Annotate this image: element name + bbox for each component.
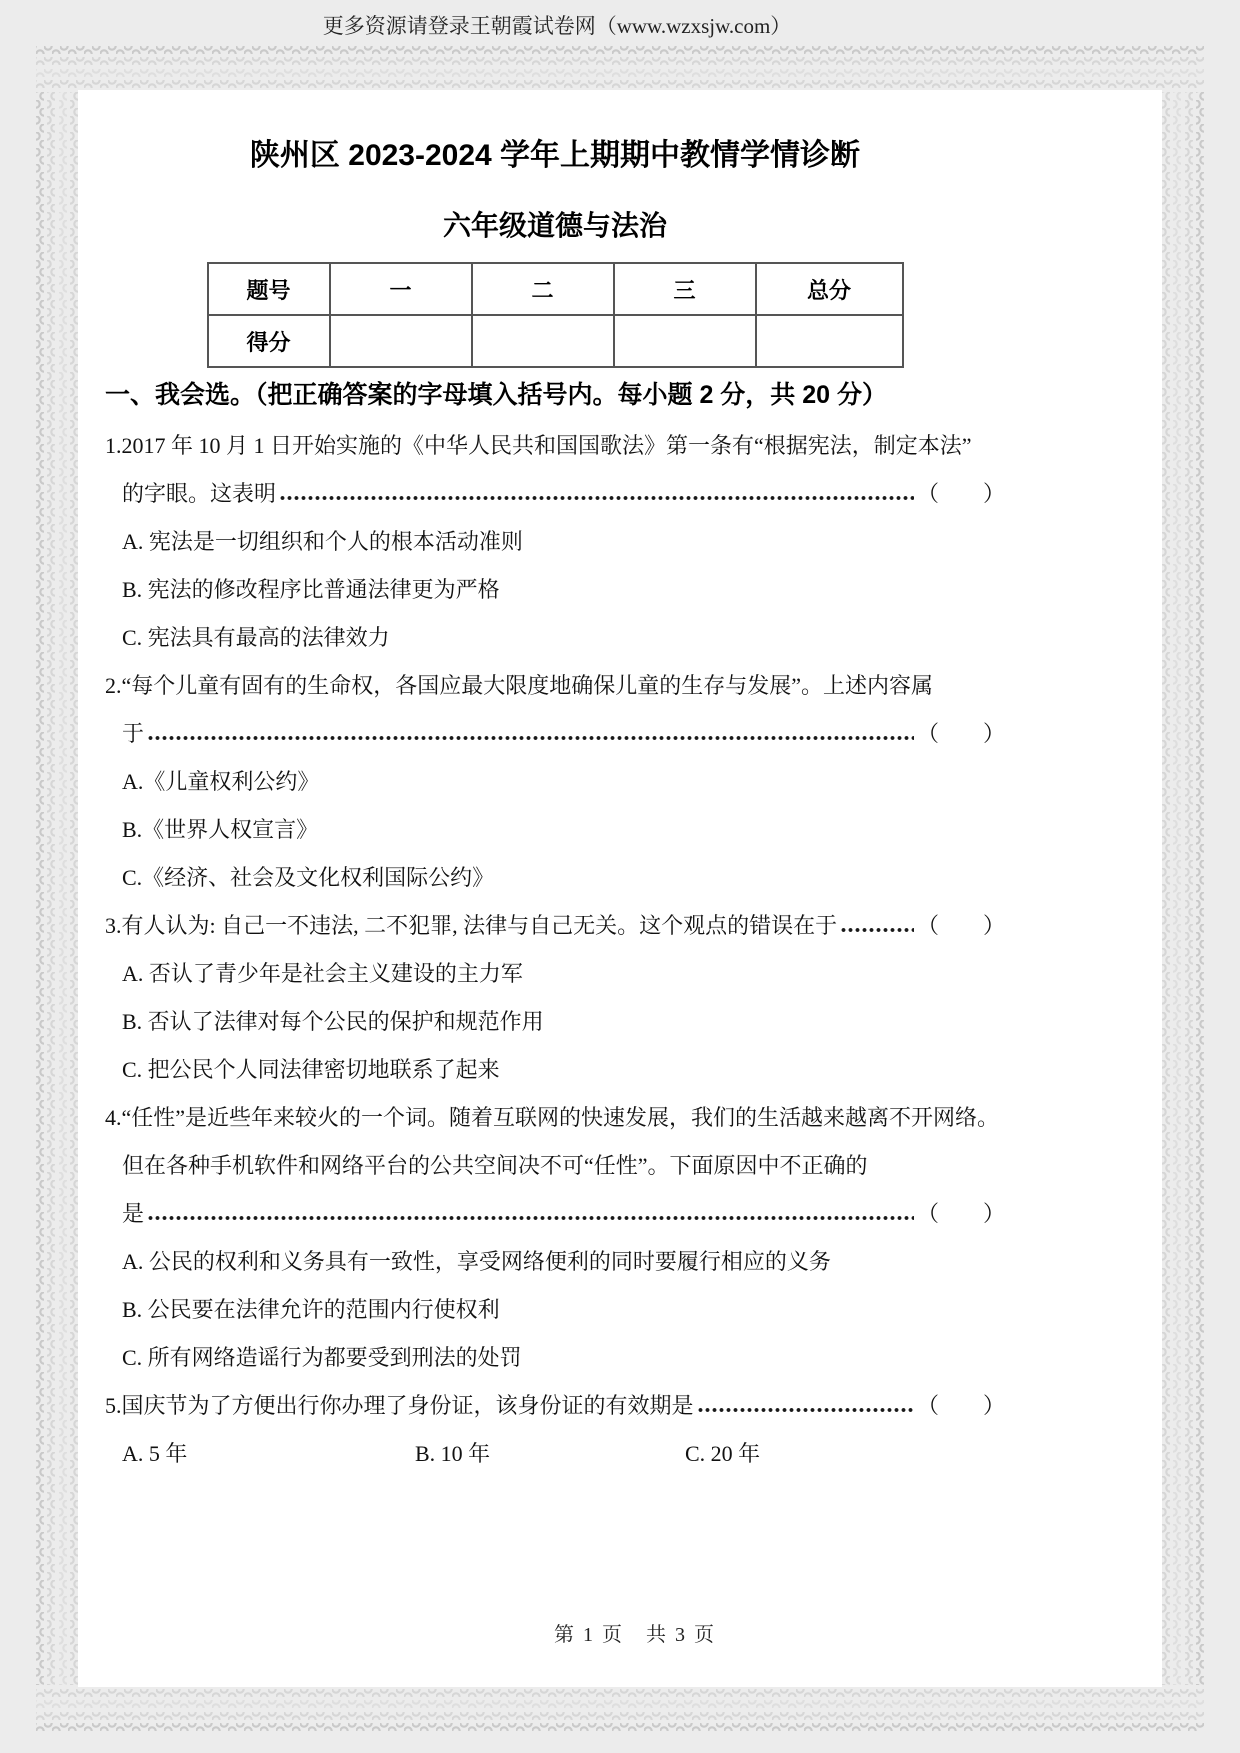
answer-bracket: （ ）: [916, 1201, 1005, 1226]
question-line: [105, 422, 1005, 470]
option-line: [105, 854, 1005, 902]
question-leader-line: [105, 1190, 1005, 1238]
option-text: A. 否认了青少年是社会主义建设的主力军: [122, 961, 523, 986]
wave-line: [1196, 92, 1204, 1685]
wave-line: [70, 92, 78, 1685]
dot-leader: [279, 470, 914, 518]
option-line: [105, 614, 1005, 662]
score-table-header-cell: 总分: [756, 263, 903, 315]
question-text: 有人认为: 自己一不违法, 二不犯罪, 法律与自己无关。这个观点的错误在于: [121, 913, 838, 938]
option-line: [105, 806, 1005, 854]
wave-line: [36, 1712, 1204, 1720]
score-cell-empty: [614, 315, 756, 367]
option-line: [105, 566, 1005, 614]
question-number: 2.: [105, 673, 122, 698]
score-row-label: 得分: [208, 315, 330, 367]
question-number: 3.: [105, 913, 122, 938]
option-text: A.《儿童权利公约》: [122, 769, 320, 794]
answer-bracket: （ ）: [916, 721, 1005, 746]
wave-line: [1162, 92, 1170, 1685]
options-row: [105, 1430, 1005, 1478]
score-table-score-row: [208, 315, 903, 367]
question-5: [105, 1382, 1005, 1478]
score-cell-empty: [756, 315, 903, 367]
score-table-header-cell: 题号: [208, 263, 330, 315]
question-text: 2017 年 10 月 1 日开始实施的《中华人民共和国国歌法》第一条有“根据宪法，制定本法”: [121, 433, 972, 458]
question-3: [105, 902, 1005, 1094]
score-table-header-cell: 三: [614, 263, 756, 315]
option-text: A. 5 年: [122, 1441, 188, 1466]
question-leader-line: [105, 902, 1005, 950]
text-column: [105, 90, 1005, 1478]
question-line: [105, 1094, 1005, 1142]
option-line: [105, 758, 1005, 806]
answer-bracket: （ ）: [916, 1393, 1005, 1418]
question-line: [105, 662, 1005, 710]
wave-line: [1185, 92, 1193, 1685]
question-text: 于: [122, 721, 145, 746]
wave-line: [36, 92, 44, 1685]
option-text: C. 所有网络造谣行为都要受到刑法的处罚: [122, 1345, 522, 1370]
wave-line: [36, 80, 1204, 88]
question-2: [105, 662, 1005, 902]
page-number: 第 1 页 共 3 页: [554, 1624, 716, 1646]
score-table-header-cell: 二: [472, 263, 614, 315]
dot-leader: [147, 710, 914, 758]
section-heading: 一、我会选。（把正确答案的字母填入括号内。每小题 2 分，共 20 分）: [105, 381, 887, 409]
dot-leader: [840, 902, 914, 950]
question-1: [105, 422, 1005, 662]
wave-line: [59, 92, 67, 1685]
exam-subtitle: 六年级道德与法治: [442, 210, 667, 241]
option-line: [105, 1046, 1005, 1094]
option-text: B. 10 年: [415, 1441, 491, 1466]
question-4: [105, 1094, 1005, 1382]
wave-line: [36, 46, 1204, 54]
option-line: [105, 1334, 1005, 1382]
option-text: C. 把公民个人同法律密切地联系了起来: [122, 1057, 500, 1082]
wave-line: [1173, 92, 1181, 1685]
exam-title: 陕州区 2023-2024 学年上期期中教情学情诊断: [249, 139, 861, 172]
wave-line: [36, 1723, 1204, 1731]
option-line: [105, 998, 1005, 1046]
option-text: C.《经济、社会及文化权利国际公约》: [122, 865, 495, 890]
wavy-border-right: [1162, 92, 1204, 1685]
score-table-header-cell: 一: [330, 263, 472, 315]
option-line: [105, 950, 1005, 998]
wavy-border-top: [36, 46, 1204, 88]
option-text: A. 宪法是一切组织和个人的根本活动准则: [122, 529, 523, 554]
wavy-border-left: [36, 92, 78, 1685]
question-line: [105, 1142, 1005, 1190]
score-cell-empty: [330, 315, 472, 367]
question-text: 是: [122, 1201, 145, 1226]
wave-line: [47, 92, 55, 1685]
question-number: 4.: [105, 1105, 122, 1130]
question-leader-line: [105, 1382, 1005, 1430]
score-table: [207, 262, 904, 368]
dot-leader: [697, 1382, 914, 1430]
option-text: C. 20 年: [685, 1441, 761, 1466]
score-table-header-row: [208, 263, 903, 315]
question-number: 5.: [105, 1393, 122, 1418]
question-text: 国庆节为了方便出行你办理了身份证，该身份证的有效期是: [121, 1393, 694, 1418]
answer-bracket: （ ）: [916, 481, 1005, 506]
option-text: B.《世界人权宣言》: [122, 817, 319, 842]
option-line: [105, 1238, 1005, 1286]
wave-line: [36, 1689, 1204, 1697]
option-text: C. 宪法具有最高的法律效力: [122, 625, 390, 650]
question-text: “每个儿童有固有的生命权，各国应最大限度地确保儿童的生存与发展”。上述内容属: [121, 673, 934, 698]
option-text: B. 宪法的修改程序比普通法律更为严格: [122, 577, 500, 602]
question-text: 的字眼。这表明: [122, 481, 277, 506]
wavy-border-bottom: [36, 1689, 1204, 1731]
dot-leader: [147, 1190, 914, 1238]
option-line: [105, 518, 1005, 566]
wave-line: [36, 57, 1204, 65]
wave-line: [36, 1700, 1204, 1708]
question-text: “任性”是近些年来较火的一个词。随着互联网的快速发展，我们的生活越来越离不开网络。: [121, 1105, 1000, 1130]
score-cell-empty: [472, 315, 614, 367]
answer-bracket: （ ）: [916, 913, 1005, 938]
option-line: [105, 1286, 1005, 1334]
question-leader-line: [105, 470, 1005, 518]
site-note: 更多资源请登录王朝霞试卷网（www.wzxsjw.com）: [322, 14, 792, 38]
question-leader-line: [105, 710, 1005, 758]
option-text: B. 公民要在法律允许的范围内行使权利: [122, 1297, 500, 1322]
wave-line: [36, 69, 1204, 77]
question-number: 1.: [105, 433, 122, 458]
exam-paper: [78, 90, 1162, 1687]
option-text: B. 否认了法律对每个公民的保护和规范作用: [122, 1009, 544, 1034]
question-text: 但在各种手机软件和网络平台的公共空间决不可“任性”。下面原因中不正确的: [122, 1153, 868, 1178]
option-text: A. 公民的权利和义务具有一致性，享受网络便利的同时要履行相应的义务: [122, 1249, 831, 1274]
